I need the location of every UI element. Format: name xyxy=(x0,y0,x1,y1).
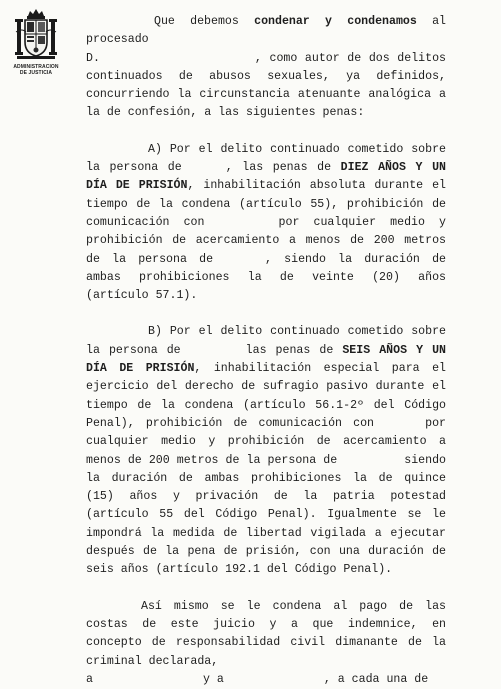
org-line-2: DE JUSTICIA xyxy=(19,70,53,76)
bold-pena-b: SEIS AÑOS Y UN DÍA DE PRISIÓN xyxy=(86,343,446,376)
sentence-body xyxy=(86,13,446,689)
organization-name xyxy=(10,64,62,76)
spanish-coat-of-arms-icon xyxy=(14,8,58,62)
paragraph-a: A) Por el delito continuado cometido sobre la persona de , las penas de DIEZ AÑOS Y UN DÍA DE PRISIÓN, inhabilitación absoluta durante el tiempo de la condena (artículo 55), prohibición de comunicación con por cualquier medio y prohibición de acercamiento a menos de 200 metros de la persona de , siendo la duración de ambas prohibiciones la de veinte (20) años (artículo 57.1). xyxy=(86,142,447,303)
header-emblem xyxy=(10,8,62,76)
defendant-prefix: D. xyxy=(86,51,100,65)
paragraph-c: Así mismo se le condena al pago de las costas de este juicio y a que indemnice, en concepto de responsabilidad civil dimanante de la criminal declarada, a y a , a cada una de xyxy=(86,599,446,686)
item-a-label: A) xyxy=(148,142,162,156)
paragraph-b: B) Por el delito continuado cometido sobre la persona de las penas de SEIS AÑOS Y UN DÍA DE PRISIÓN, inhabilitación especial para el ejercicio del derecho de sufragio pasivo durante el tiempo de la condena (artículo 56.1-2º del Código Penal), prohibición de comunicación con por cualquier medio y prohibición de acercamiento a menos de 200 metros de la persona de siendo la duración de ambas prohibiciones la de quince (15) años y privación de la patria potestad (artículo 55 del Código Penal). Igualmente se le impondrá la medida de libertad vigilada a ejecutar después de la pena de prisión, con una duración de seis años (artículo 192.1 del Código Penal). xyxy=(86,325,447,577)
org-line-1: ADMINISTRACION xyxy=(13,64,59,70)
item-b-label: B) xyxy=(148,325,162,339)
paragraph-intro: Que debemos condenar y condenamos al procesado D. , como autor de dos delitos continuados de abusos sexuales, ya definidos, concurriendo la circunstancia atenuante analógica a la de confesión, a las siguientes penas: xyxy=(86,15,447,120)
bold-condena: condenar y condenamos xyxy=(254,15,417,28)
bold-pena-a: DIEZ AÑOS Y UN DÍA DE PRISIÓN xyxy=(86,161,446,193)
